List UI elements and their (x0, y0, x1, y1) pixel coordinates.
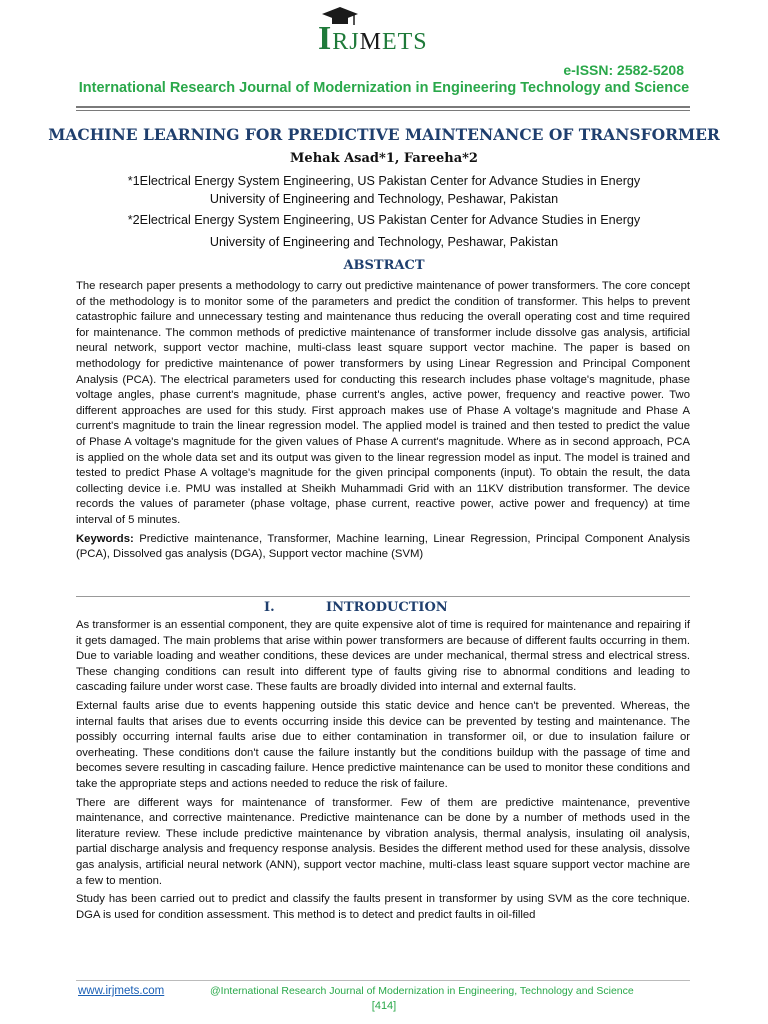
section-title: INTRODUCTION (326, 600, 448, 615)
affiliation-2-line-1: *2Electrical Energy System Engineering, US Pakistan Center for Advance Studies in Energy (127, 213, 641, 227)
abstract-text: The research paper presents a methodology to carry out predictive maintenance of power transformers. The core concept of the methodology is to monitor some of the parameters and predict the condition of transformer. This helps to prevent catastrophic failure and unnecessary testing and maintenance thus reducing the overall operating cost and time required for maintenance. The common methods of predictive maintenance of transformer include dissolve gas analysis, artificial neural network, support vector machine, multi-class least square support vector machine. The paper is based on methodology for predictive maintenance of power transformers by using Linear Regression and Principal Component Analysis (PCA). The electrical parameters used for conducting this research includes phase voltage's magnitude, phase voltage angles, phase current's magnitude, phase current's angles, active power, frequency and reactive power. Two different approaches are used for this study. First approach makes use of Phase A voltage's magnitude and Phase A current's magnitude to train the linear regression model. The applied model is trained and then tested to predict the value of Phase A voltage's magnitude for the given values of Phase A current's magnitude. Where as in second approach, PCA is applied on the whole data set and its output was given to the linear regression model as input. The model is trained and tested to predict Phase A voltage's magnitude for the given principal components (input). To obtain the result, the data collecting device i.e. PMU was installed at Sheikh Muhammadi Grid with an 11KV distribution transformer. The device records the values of parameter (phase voltage, phase current, reactive power, active power and frequency) at time interval of 5 minutes. (76, 280, 690, 526)
paragraph: External faults arise due to events happening outside this static device and hence can't be prevented. Whereas, the internal faults that arises due to events occurring inside this device can be prevented by testing and maintenance. The possibly occurring internal faults arise due to either contamination in transformer oil, or due to insulation failure or overheating. These conditions don't cause the failure instantly but the conditions buildup with the passage of time and becomes severe resulting in cascading failure. Hence predictive maintenance can be used to monitor these conditions and take the appropriate steps and actions needed to reduce the risk of failure. (76, 699, 690, 790)
keywords-label: Keywords: (76, 532, 134, 545)
abstract-body (76, 279, 690, 566)
logo-wordmark: IRJMETS (318, 20, 428, 57)
journal-name: International Research Journal of Modernization in Engineering Technology and Science (78, 80, 690, 96)
journal-website-link[interactable]: www.irjmets.com (78, 985, 165, 997)
paper-title: MACHINE LEARNING FOR PREDICTIVE MAINTENANCE OF TRANSFORMER (48, 125, 720, 144)
header-divider-thin (76, 110, 690, 111)
authors: Mehak Asad*1, Fareeha*2 (290, 151, 478, 166)
keywords-text: Predictive maintenance, Transformer, Machine learning, Linear Regression, Principal Component Analysis (PCA), Dissolved gas analysis (DGA), Support vector machine (SVM) (76, 532, 690, 561)
header-divider (76, 106, 690, 108)
footer-copyright: @International Research Journal of Modernization in Engineering, Technology and Science (210, 985, 634, 997)
footer-divider (76, 980, 690, 981)
affiliation-2-line-2: University of Engineering and Technology, Peshawar, Pakistan (209, 235, 559, 249)
keywords (76, 532, 690, 563)
page-number: [414] (371, 1000, 397, 1012)
affiliation-1-line-2: University of Engineering and Technology, Peshawar, Pakistan (209, 192, 559, 206)
paragraph: Study has been carried out to predict and classify the faults present in transformer by using SVM as the core technique. DGA is used for condition assessment. This method is to detect and predict faults in oil-filled (76, 893, 690, 921)
paragraph: There are different ways for maintenance of transformer. Few of them are predictive maintenance, preventive maintenance, and corrective maintenance. Predictive maintenance can be done by a number of methods used in the literature review. These include predictive maintenance by vibration analysis, thermal analysis, insulating oil analysis, partial discharge analysis and frequency response analysis. Besides the different method used for these analysis, dissolve gas analysis, artificial neural network (ANN), support vector machine, multi-class least square support vector machine are a few to mention. (76, 796, 690, 887)
affiliation-1-line-1: *1Electrical Energy System Engineering, US Pakistan Center for Advance Studies in Energy (127, 174, 641, 188)
abstract-heading: ABSTRACT (343, 258, 425, 273)
journal-logo (318, 6, 454, 57)
issn: e-ISSN: 2582-5208 (563, 62, 684, 78)
section-divider (76, 596, 690, 597)
paragraph: As transformer is an essential component, they are quite expensive alot of time is required for maintenance and repairing if it gets damaged. The main problems that arise within power transformers are because of different faults occurring in them. Due to variable loading and weather conditions, these devices are under mechanical, thermal stress and electrical stress. These changing conditions can result into different type of faults giving rise to abnormal conditions and leading to cascading failure under worst case. These faults are broadly divided into internal and external faults. (76, 619, 690, 694)
introduction-body (76, 618, 690, 926)
section-number: I. (264, 600, 275, 615)
